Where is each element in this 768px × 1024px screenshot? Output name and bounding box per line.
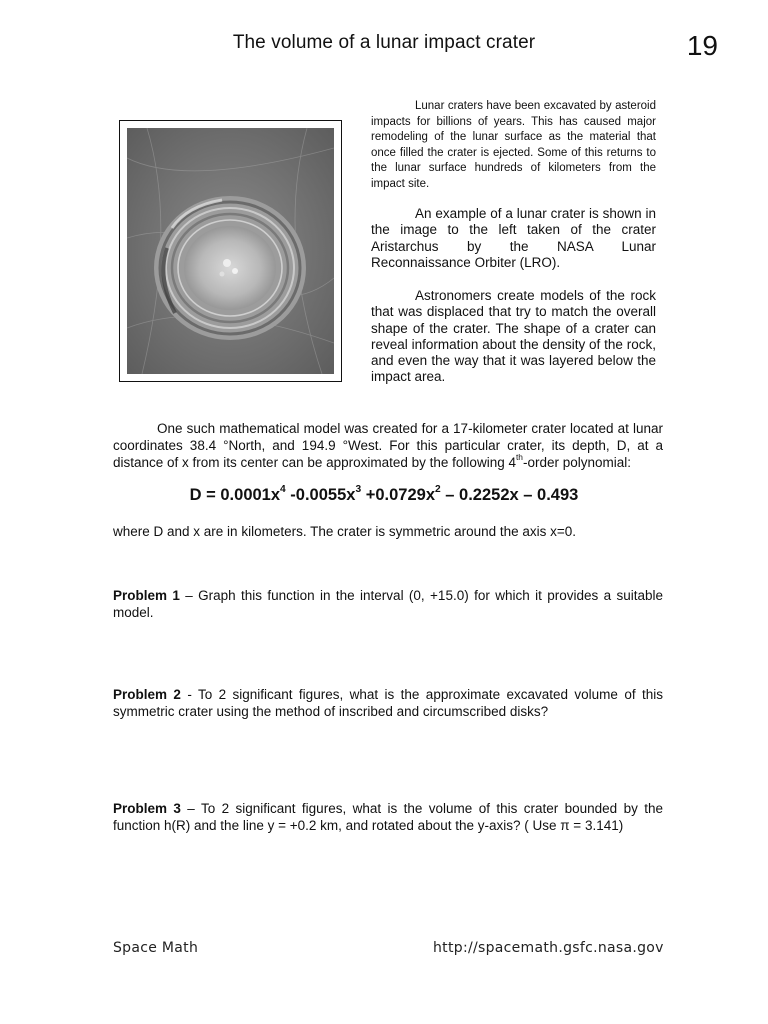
equation-exponent-3: 2 [435,483,441,495]
problem-3 [113,800,663,834]
variables-note: where D and x are in kilometers. The crater is symmetric around the axis x=0. [113,524,577,539]
model-text-superscript: th [515,452,523,463]
model-text-b: -order polynomial: [522,455,631,470]
problem-1-text: – Graph this function in the interval (0, +15.0) for which it provides a suitable model. [113,588,663,620]
page-number: 19 [686,30,718,61]
lunar-crater-photo [127,128,334,374]
problem-2 [113,686,663,720]
footer-url[interactable]: http://spacemath.gsfc.nasa.gov [433,940,664,956]
footer-source: Space Math [113,940,199,956]
equation-exponent-1: 4 [280,483,286,495]
problem-2-text: - To 2 significant figures, what is the approximate excavated volume of this symmetric crater using the method of inscribed and circumscribed disks? [113,687,663,719]
model-text-a: One such mathematical model was created for a 17-kilometer crater located at lunar coordinates 38.4 °North, and 194.9 °West. For this particular crater, its depth, D, at a distance of x from its center can be approximated by the following 4 [113,421,663,470]
intro-paragraph-1: Lunar craters have been excavated by asteroid impacts for billions of years. This has caused major remodeling of the lunar surface as the material that once filled the crater is ejected. Some of this returns to the lunar surface hundreds of kilometers from the impact site. [371,100,656,190]
equation-term-4: – 0.2252x – 0.493 [440,486,579,504]
problem-3-text: – To 2 significant figures, what is the volume of this crater bounded by the function h(R) and the line y = +0.2 km, and rotated about the y-axis? ( Use π = 3.141) [113,801,663,833]
problem-2-label: Problem 2 [113,687,181,702]
equation-exponent-2: 3 [355,483,362,495]
equation-term-1: D = 0.0001x [189,486,281,504]
polynomial-equation [0,483,768,505]
page-title: The volume of a lunar impact crater [232,32,536,53]
model-paragraph [113,420,663,471]
crater-photo-frame [119,120,342,382]
problem-1-label: Problem 1 [113,588,180,603]
intro-paragraph-2: An example of a lunar crater is shown in the image to the left taken of the crater Aristarchus by the NASA Lunar Reconnaissance Orbiter (LRO). [371,206,656,270]
problem-3-label: Problem 3 [113,801,181,816]
equation-term-3: +0.0729x [361,486,436,504]
equation-term-2: -0.0055x [285,486,356,504]
intro-paragraph-3: Astronomers create models of the rock that was displaced that try to match the overall shape of the crater. The shape of a crater can reveal information about the density of the rock, and even the way that it was layered below the impact area. [371,288,656,385]
problem-1 [113,587,663,621]
